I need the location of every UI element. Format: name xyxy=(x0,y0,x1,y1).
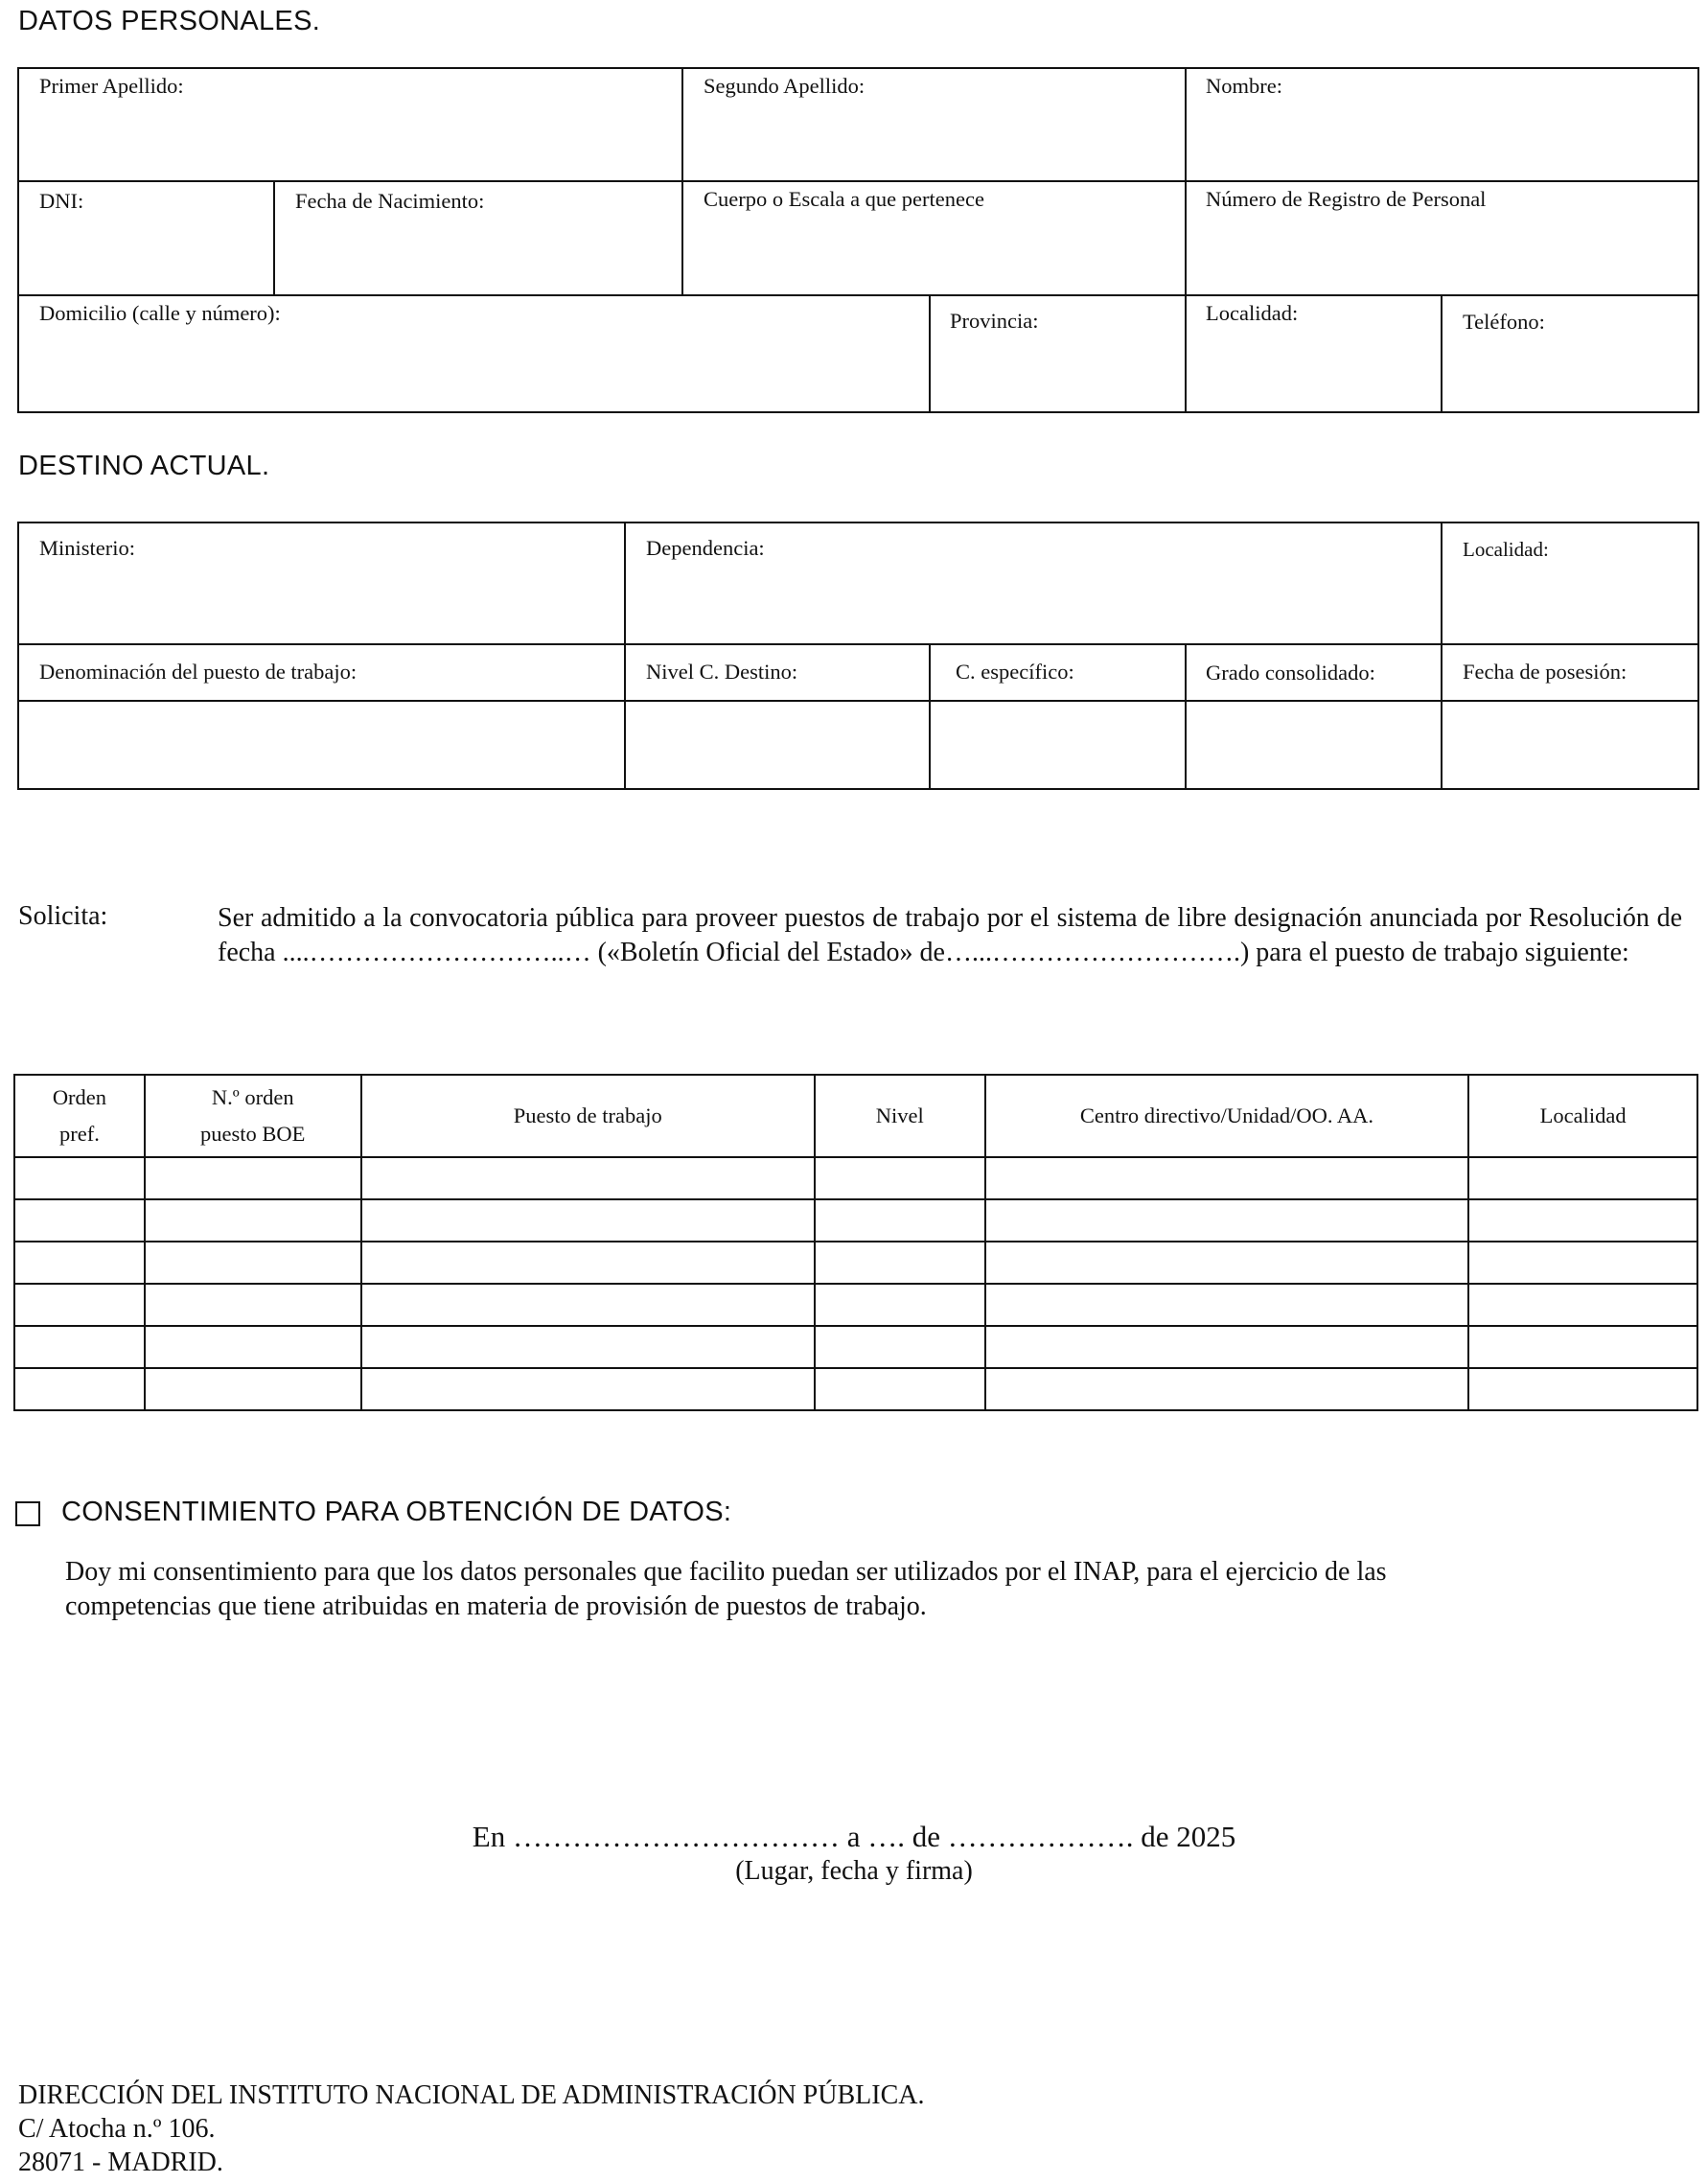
denominacion-puesto-input[interactable] xyxy=(19,702,624,788)
domicilio-field[interactable]: Domicilio (calle y número): xyxy=(39,301,281,325)
lugar-fecha-line: En …………………………… a …. de ………………. de 2025 xyxy=(472,1820,1236,1853)
numero-registro-field[interactable]: Número de Registro de Personal xyxy=(1206,187,1487,211)
table-cell[interactable] xyxy=(1468,1326,1697,1368)
footer-line-1: DIRECCIÓN DEL INSTITUTO NACIONAL DE ADMINISTRACIÓN PÚBLICA. xyxy=(18,2080,925,2110)
consentimiento-text: Doy mi consentimiento para que los datos personales que facilito puedan ser utilizados por el INAP, para el ejercicio de las competencias que tiene atribuidas en materia de provisión de puestos de trabajo. xyxy=(65,1557,1387,1621)
table-cell[interactable] xyxy=(361,1326,815,1368)
dni-field[interactable]: DNI: xyxy=(39,189,84,213)
dependencia-field[interactable]: Dependencia: xyxy=(646,536,765,560)
table-row xyxy=(14,1199,1697,1242)
table-cell[interactable] xyxy=(815,1242,985,1284)
num-orden-boe-header-line1: N.º orden xyxy=(211,1085,294,1109)
orden-pref-header-line2: pref. xyxy=(59,1122,100,1146)
table-cell[interactable] xyxy=(145,1326,361,1368)
table-cell[interactable] xyxy=(1468,1157,1697,1199)
orden-pref-header-line1: Orden xyxy=(52,1085,107,1109)
nivel-destino-input[interactable] xyxy=(626,702,929,788)
table-cell[interactable] xyxy=(815,1157,985,1199)
solicita-text: Ser admitido a la convocatoria pública para proveer puestos de trabajo por el sistema de libre designación anunciada por Resolución de fecha ....………………………..… («Boletín Oficial del Estado» de…...……………………….) para el puesto de trabajo siguiente: xyxy=(218,903,1682,967)
table-row xyxy=(14,1157,1697,1199)
table-cell[interactable] xyxy=(815,1284,985,1326)
table-cell[interactable] xyxy=(1468,1284,1697,1326)
segundo-apellido-field[interactable]: Segundo Apellido: xyxy=(704,74,866,98)
footer-line-3: 28071 - MADRID. xyxy=(18,2148,223,2177)
nombre-field[interactable]: Nombre: xyxy=(1206,74,1282,98)
table-cell[interactable] xyxy=(14,1368,145,1410)
primer-apellido-field[interactable]: Primer Apellido: xyxy=(39,74,184,98)
table-cell[interactable] xyxy=(14,1242,145,1284)
nivel-header: Nivel xyxy=(815,1075,985,1157)
telefono-field[interactable]: Teléfono: xyxy=(1463,310,1545,334)
table-cell[interactable] xyxy=(145,1242,361,1284)
consentimiento-heading: CONSENTIMIENTO PARA OBTENCIÓN DE DATOS: xyxy=(61,1497,732,1527)
table-cell[interactable] xyxy=(361,1368,815,1410)
table-cell[interactable] xyxy=(361,1157,815,1199)
solicita-label: Solicita: xyxy=(18,901,108,931)
table-cell[interactable] xyxy=(985,1284,1469,1326)
cuerpo-escala-field[interactable]: Cuerpo o Escala a que pertenece xyxy=(704,187,984,211)
consentimiento-checkbox[interactable] xyxy=(15,1501,40,1526)
grado-consolidado-label: Grado consolidado: xyxy=(1206,661,1375,685)
table-row xyxy=(14,1368,1697,1410)
table-cell[interactable] xyxy=(985,1368,1469,1410)
footer-address xyxy=(18,2078,924,2179)
table-cell[interactable] xyxy=(14,1157,145,1199)
fecha-nacimiento-field[interactable]: Fecha de Nacimiento: xyxy=(295,189,485,213)
table-cell[interactable] xyxy=(145,1199,361,1242)
table-cell[interactable] xyxy=(815,1199,985,1242)
table-cell[interactable] xyxy=(985,1326,1469,1368)
destino-localidad-field[interactable]: Localidad: xyxy=(1463,538,1549,561)
table-cell[interactable] xyxy=(14,1284,145,1326)
datos-personales-heading: DATOS PERSONALES. xyxy=(18,6,321,36)
table-row xyxy=(14,1326,1697,1368)
table-cell[interactable] xyxy=(145,1157,361,1199)
nivel-destino-label: Nivel C. Destino: xyxy=(646,660,798,684)
table-row xyxy=(14,1242,1697,1284)
table-cell[interactable] xyxy=(145,1284,361,1326)
num-orden-boe-header-line2: puesto BOE xyxy=(200,1122,306,1146)
fecha-posesion-input[interactable] xyxy=(1443,702,1697,788)
localidad-header: Localidad xyxy=(1468,1075,1697,1157)
c-especifico-label: C. específico: xyxy=(956,660,1074,684)
fecha-posesion-label: Fecha de posesión: xyxy=(1463,660,1627,684)
centro-directivo-header: Centro directivo/Unidad/OO. AA. xyxy=(985,1075,1469,1157)
table-row xyxy=(14,1284,1697,1326)
table-cell[interactable] xyxy=(985,1199,1469,1242)
table-cell[interactable] xyxy=(815,1368,985,1410)
puestos-table xyxy=(13,1074,1698,1411)
footer-line-2: C/ Atocha n.º 106. xyxy=(18,2114,216,2144)
table-cell[interactable] xyxy=(985,1157,1469,1199)
ministerio-field[interactable]: Ministerio: xyxy=(39,536,135,560)
table-cell[interactable] xyxy=(1468,1242,1697,1284)
provincia-field[interactable]: Provincia: xyxy=(950,309,1039,333)
table-cell[interactable] xyxy=(361,1284,815,1326)
c-especifico-input[interactable] xyxy=(931,702,1185,788)
denominacion-puesto-label: Denominación del puesto de trabajo: xyxy=(39,660,358,684)
grado-consolidado-input[interactable] xyxy=(1187,702,1441,788)
table-cell[interactable] xyxy=(14,1199,145,1242)
localidad-field[interactable]: Localidad: xyxy=(1206,301,1299,325)
lugar-fecha-caption: (Lugar, fecha y firma) xyxy=(735,1856,973,1886)
table-cell[interactable] xyxy=(985,1242,1469,1284)
table-header-row xyxy=(14,1075,1697,1157)
destino-actual-heading: DESTINO ACTUAL. xyxy=(18,451,270,481)
table-cell[interactable] xyxy=(361,1199,815,1242)
table-cell[interactable] xyxy=(14,1326,145,1368)
num-orden-boe-header xyxy=(145,1075,361,1157)
table-cell[interactable] xyxy=(361,1242,815,1284)
table-cell[interactable] xyxy=(1468,1368,1697,1410)
orden-pref-header xyxy=(14,1075,145,1157)
puesto-trabajo-header: Puesto de trabajo xyxy=(361,1075,815,1157)
table-cell[interactable] xyxy=(1468,1199,1697,1242)
table-cell[interactable] xyxy=(815,1326,985,1368)
table-cell[interactable] xyxy=(145,1368,361,1410)
